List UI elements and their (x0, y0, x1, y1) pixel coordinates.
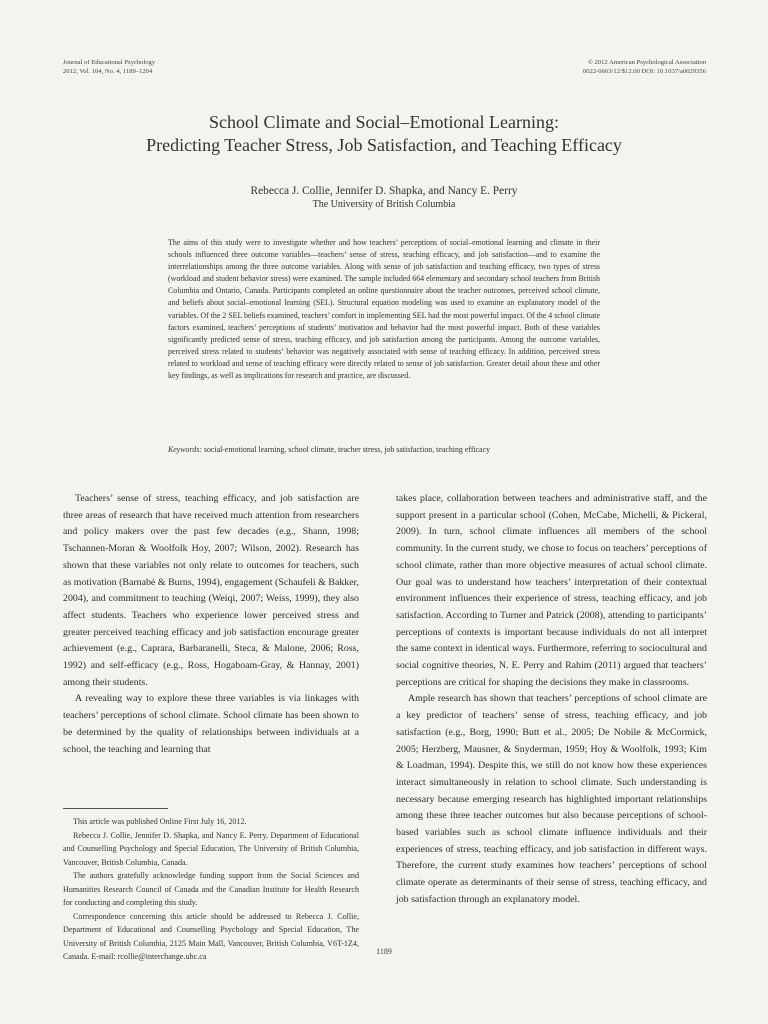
keywords-line (168, 444, 608, 456)
doi-line: 0022-0663/12/$12.00 DOI: 10.1037/a0029356 (582, 68, 706, 75)
keywords-label: Keywords: (168, 445, 202, 454)
footnote: This article was published Online First July 16, 2012. (73, 817, 247, 826)
title-line-1: School Climate and Social–Emotional Learning: (209, 112, 559, 132)
footnote: The authors gratefully acknowledge funding support from the Social Sciences and Humanities Research Council of Canada and the Canadian Institute for Health Research for conducting and completing this study. (63, 871, 359, 907)
right-column (396, 491, 707, 909)
keywords-text: social-emotional learning, school climate, teacher stress, job satisfaction, teaching efficacy (203, 445, 491, 454)
body-paragraph: Ample research has shown that teachers’ perceptions of school climate are a key predictor of teachers’ sense of stress, teaching efficacy, and job satisfaction (e.g., Borg, 1990; Butt et al., 2005; De Nobile & McCormick, 2005; Herzberg, Mausner, & Snyderman, 1959; Hoy & Woolfolk, 1993; Kim & Loadman, 1994). Despite this, we still do not know how these experiences interact simultaneously in relation to school climate. Such understanding is necessary because emerging research has highlighted important relationships among these three teacher outcomes but also because perceptions of school-based variables such as school climate influence individuals and their experiences of stress, teaching efficacy, and job satisfaction in different ways. Therefore, the current study examines how teachers’ perceptions of school climate operate as determinants of their sense of stress, teaching efficacy, and job satisfaction through an explanatory model. (396, 693, 707, 905)
author-list: Rebecca J. Collie, Jennifer D. Shapka, and Nancy E. Perry (250, 185, 518, 197)
footnote-divider (63, 808, 168, 809)
affiliation: The University of British Columbia (312, 199, 456, 210)
footnote: Rebecca J. Collie, Jennifer D. Shapka, and Nancy E. Perry, Department of Educational and Counselling Psychology and Special Education, The University of British Columbia, Vancouver, British Columbia, Canada. (63, 830, 359, 867)
body-paragraph: takes place, collaboration between teachers and administrative staff, and the support present in a particular school (Cohen, McCabe, Michelli, & Pickeral, 2009). In turn, school climate influences all members of the school community. In the current study, we chose to focus on teachers’ perceptions of school climate, rather than more objective measures of actual school climate. Our goal was to understand how teachers’ interpretation of their contextual environment influences their experience of stress, teaching efficacy, and job satisfaction. According to Turner and Patrick (2008), attending to participants’ perceptions of contexts is important because individuals do not all interpret the same context in identical ways. Furthermore, referring to sociocultural and social cognitive theories, N. E. Perry and Rahim (2011) argued that teachers’ perceptions are critical for shaping the decisions they make in classrooms. (396, 493, 707, 688)
copyright-header (583, 58, 706, 76)
article-title (0, 111, 768, 157)
abstract: The aims of this study were to investigate whether and how teachers’ perceptions of social–emotional learning and climate in their schools influenced three outcome variables—teachers’ sense of stress, teaching efficacy, and job satisfaction—and to examine the interrelationships among the three outcome variables. Along with sense of job satisfaction and teaching efficacy, two types of stress (workload and student behavior stress) were examined. The sample included 664 elementary and secondary school teachers from British Columbia and Ontario, Canada. Participants completed an online questionnaire about the teacher outcomes, perceived school climate, and beliefs about social–emotional learning (SEL). Structural equation modeling was used to examine an explanatory model of the variables. Of the 2 SEL beliefs examined, teachers’ comfort in implementing SEL had the most powerful impact. Of the 4 school climate factors examined, teachers’ perceptions of students’ motivation and behavior had the most powerful impact. Both of these variables significantly predicted sense of stress, teaching efficacy, and job satisfaction among the participants. Among the outcome variables, perceived stress related to students’ behavior was negatively associated with sense of teaching efficacy. In addition, perceived stress related to workload and sense of teaching efficacy were directly related to sense of job satisfaction. Greater detail about these and other key findings, as well as implications for research and practice, are discussed. (168, 238, 600, 381)
body-paragraph: A revealing way to explore these three variables is via linkages with teachers’ perceptions of school climate. School climate has been shown to be determined by the quality of relationships between individuals at a school, the teaching and learning that (63, 693, 359, 755)
journal-volume: 2012, Vol. 104, No. 4, 1189–1204 (63, 68, 153, 75)
body-paragraph: Teachers’ sense of stress, teaching efficacy, and job satisfaction are three areas of research that have received much attention from researchers and policy makers over the past few decades (e.g., Shann, 1998; Tschannen-Moran & Woolfolk Hoy, 2007; Wilson, 2002). Research has shown that these variables not only relate to outcomes for teachers, such as motivation (Barnabé & Burns, 1994), engagement (Schaufeli & Bakker, 2004), and commitment to teaching (Weiqi, 2007; Weiss, 1999), they also affect students. Teachers who experience lower perceived stress and greater perceived teaching efficacy and job satisfaction encourage greater achievement (e.g., Caprara, Barbaranelli, Steca, & Malone, 2006; Ross, 1992) and self-efficacy (e.g., Ross, Hogaboam-Gray, & Hannay, 2001) among their students. (63, 493, 359, 688)
left-column (63, 491, 359, 758)
title-line-2: Predicting Teacher Stress, Job Satisfaction, and Teaching Efficacy (146, 135, 622, 155)
journal-header (63, 58, 155, 76)
page-number: 1189 (376, 947, 392, 956)
author-note (63, 815, 359, 964)
footnote: Correspondence concerning this article should be addressed to Rebecca J. Collie, Department of Educational and Counselling Psychology and Special Education, The University of British Columbia, 2125 Main Mall, Vancouver, British Columbia, V6T-1Z4, Canada. E-mail: rcollie@interchange.ubc.ca (63, 911, 359, 961)
copyright-line: © 2012 American Psychological Association (587, 59, 706, 66)
journal-name: Journal of Educational Psychology (63, 59, 156, 66)
